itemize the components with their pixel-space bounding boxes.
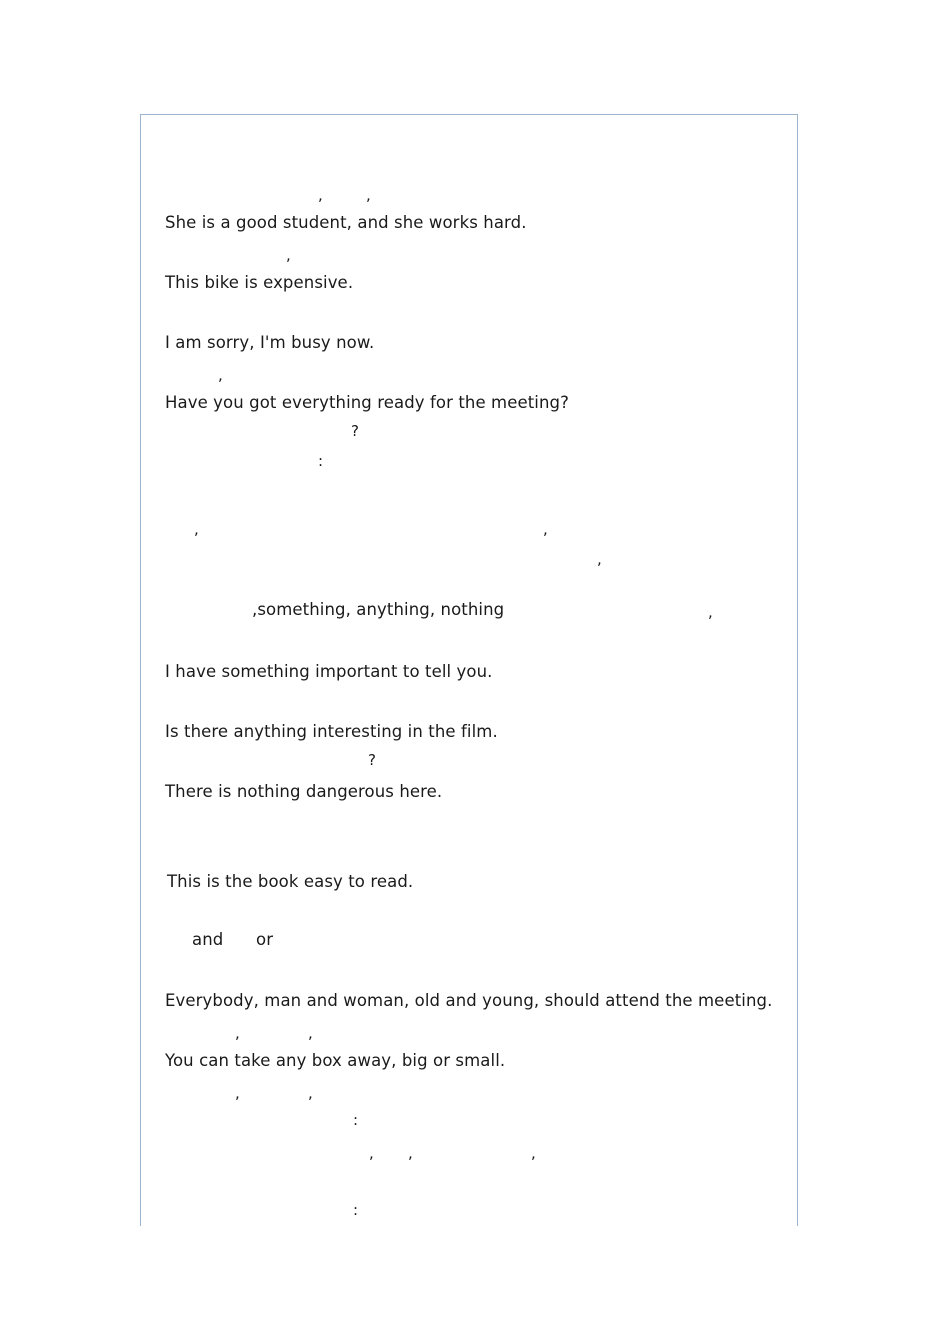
punctuation-mark: , — [218, 366, 223, 384]
punctuation-mark: : — [353, 1201, 359, 1219]
example-sentence: Have you got everything ready for the meeting? — [165, 393, 569, 412]
example-sentence: Everybody, man and woman, old and young, should attend the meeting. — [165, 991, 773, 1010]
example-sentence: She is a good student, and she works hard. — [165, 213, 527, 232]
example-sentence: There is nothing dangerous here. — [165, 782, 443, 801]
example-sentence: I am sorry, I'm busy now. — [165, 333, 375, 352]
example-sentence: This is the book easy to read. — [167, 872, 414, 891]
punctuation-mark: , — [286, 246, 291, 264]
punctuation-mark: , — [543, 520, 548, 538]
example-sentence: I have something important to tell you. — [165, 662, 493, 681]
punctuation-mark: , — [235, 1084, 240, 1102]
punctuation-mark: , — [408, 1144, 413, 1162]
conjunction-and: and — [192, 930, 224, 949]
punctuation-mark: , — [318, 186, 323, 204]
punctuation-mark: , — [308, 1024, 313, 1042]
punctuation-mark: , — [708, 603, 713, 621]
punctuation-mark: , — [308, 1084, 313, 1102]
punctuation-mark: ? — [368, 751, 376, 769]
punctuation-mark: : — [318, 452, 324, 470]
conjunction-or: or — [256, 930, 274, 949]
example-sentence: You can take any box away, big or small. — [165, 1051, 506, 1070]
punctuation-mark: , — [194, 520, 199, 538]
example-sentence: This bike is expensive. — [165, 273, 354, 292]
pronoun-note: ,something, anything, nothing — [252, 600, 505, 619]
punctuation-mark: , — [597, 550, 602, 568]
punctuation-mark: ? — [351, 422, 359, 440]
punctuation-mark: , — [235, 1024, 240, 1042]
punctuation-mark: : — [353, 1111, 359, 1129]
example-sentence: Is there anything interesting in the film. — [165, 722, 498, 741]
punctuation-mark: , — [366, 186, 371, 204]
punctuation-mark: , — [369, 1144, 374, 1162]
punctuation-mark: , — [531, 1144, 536, 1162]
